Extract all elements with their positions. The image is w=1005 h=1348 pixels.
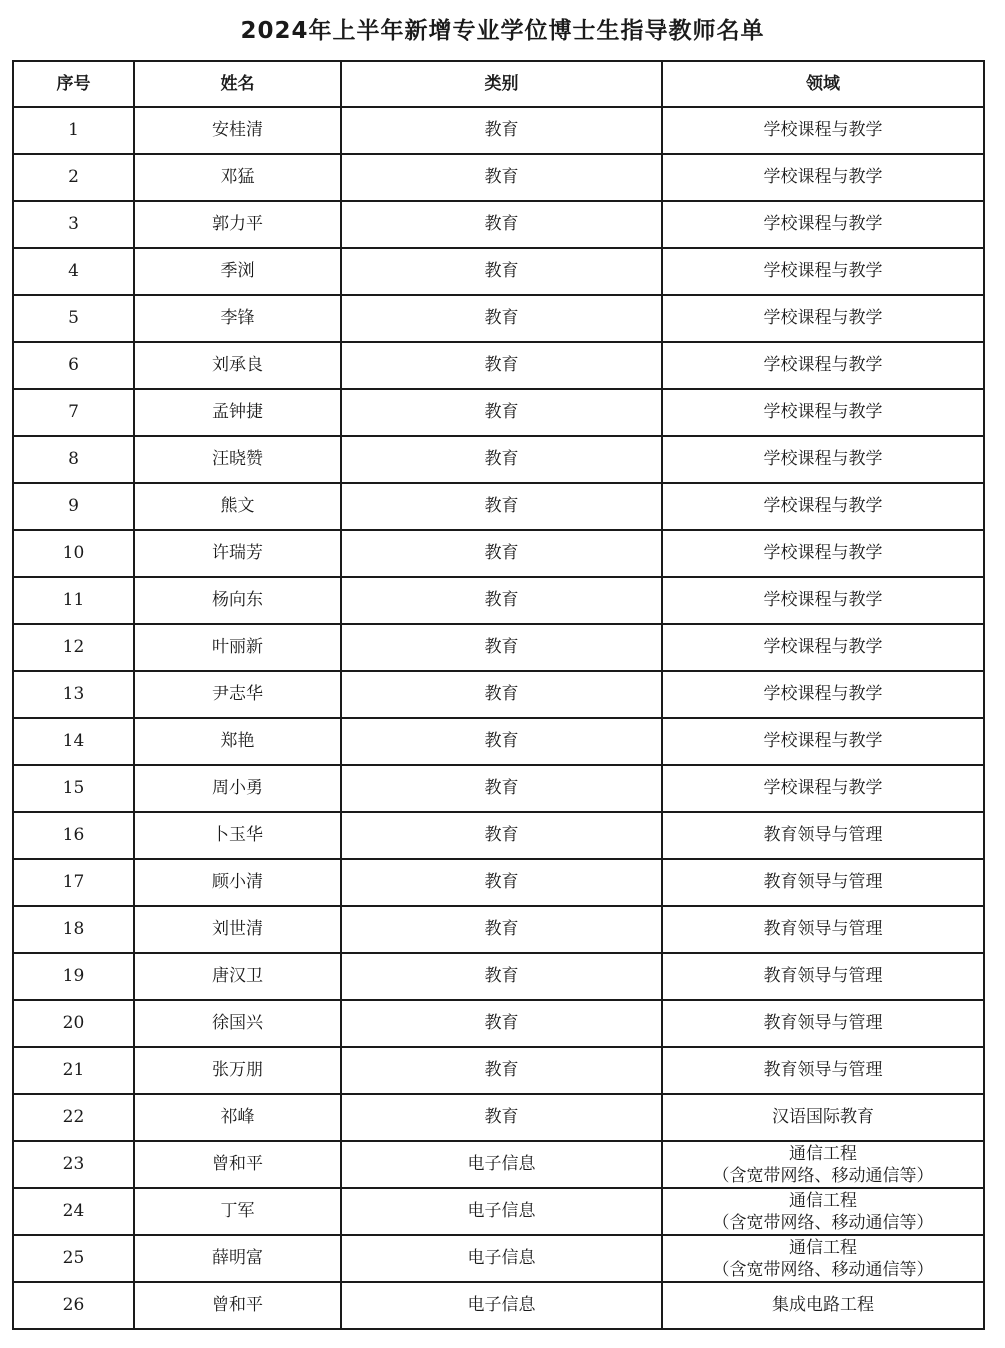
cell-category: 电子信息 — [341, 1188, 662, 1235]
cell-name: 周小勇 — [134, 765, 341, 812]
cell-name: 郑艳 — [134, 718, 341, 765]
cell-index: 21 — [13, 1047, 134, 1094]
cell-field: 教育领导与管理 — [662, 859, 984, 906]
cell-field: 学校课程与教学 — [662, 436, 984, 483]
cell-field: 学校课程与教学 — [662, 389, 984, 436]
cell-category: 教育 — [341, 107, 662, 154]
field-note: （含宽带网络、移动通信等） — [712, 1259, 934, 1280]
table-row — [13, 201, 984, 248]
table-row — [13, 1047, 984, 1094]
cell-index: 24 — [13, 1188, 134, 1235]
cell-field: 学校课程与教学 — [662, 107, 984, 154]
cell-category: 教育 — [341, 483, 662, 530]
cell-category: 教育 — [341, 859, 662, 906]
cell-index: 15 — [13, 765, 134, 812]
table-row — [13, 1094, 984, 1141]
cell-name: 丁军 — [134, 1188, 341, 1235]
cell-name: 卜玉华 — [134, 812, 341, 859]
cell-category: 教育 — [341, 765, 662, 812]
cell-index: 8 — [13, 436, 134, 483]
cell-field: 学校课程与教学 — [662, 530, 984, 577]
cell-name: 季浏 — [134, 248, 341, 295]
cell-name: 曾和平 — [134, 1141, 341, 1188]
field-main: 通信工程 — [789, 1143, 857, 1164]
cell-category: 教育 — [341, 201, 662, 248]
table-row — [13, 624, 984, 671]
cell-category: 教育 — [341, 671, 662, 718]
table-row — [13, 1188, 984, 1235]
cell-name: 尹志华 — [134, 671, 341, 718]
cell-index: 19 — [13, 953, 134, 1000]
cell-index: 3 — [13, 201, 134, 248]
cell-category: 教育 — [341, 624, 662, 671]
cell-name: 许瑞芳 — [134, 530, 341, 577]
table-row — [13, 342, 984, 389]
table-row — [13, 389, 984, 436]
table-row — [13, 530, 984, 577]
cell-field: 汉语国际教育 — [662, 1094, 984, 1141]
table-row — [13, 1282, 984, 1329]
cell-category: 电子信息 — [341, 1282, 662, 1329]
cell-field: 集成电路工程 — [662, 1282, 984, 1329]
cell-index: 17 — [13, 859, 134, 906]
table-row — [13, 906, 984, 953]
cell-category: 教育 — [341, 342, 662, 389]
cell-name: 祁峰 — [134, 1094, 341, 1141]
cell-category: 教育 — [341, 577, 662, 624]
cell-name: 曾和平 — [134, 1282, 341, 1329]
header-name: 姓名 — [134, 61, 341, 107]
cell-field: 教育领导与管理 — [662, 1047, 984, 1094]
table-row — [13, 1000, 984, 1047]
cell-name: 郭力平 — [134, 201, 341, 248]
cell-category: 教育 — [341, 295, 662, 342]
cell-name: 徐国兴 — [134, 1000, 341, 1047]
table-row — [13, 1235, 984, 1282]
cell-index: 20 — [13, 1000, 134, 1047]
cell-name: 唐汉卫 — [134, 953, 341, 1000]
field-note: （含宽带网络、移动通信等） — [712, 1165, 934, 1186]
cell-index: 7 — [13, 389, 134, 436]
cell-field: 教育领导与管理 — [662, 906, 984, 953]
cell-category: 电子信息 — [341, 1235, 662, 1282]
cell-field: 学校课程与教学 — [662, 483, 984, 530]
cell-category: 教育 — [341, 154, 662, 201]
cell-category: 教育 — [341, 906, 662, 953]
table-row — [13, 483, 984, 530]
table-row — [13, 953, 984, 1000]
cell-index: 13 — [13, 671, 134, 718]
cell-index: 12 — [13, 624, 134, 671]
field-note: （含宽带网络、移动通信等） — [712, 1212, 934, 1233]
cell-name: 安桂清 — [134, 107, 341, 154]
cell-name: 杨向东 — [134, 577, 341, 624]
cell-index: 26 — [13, 1282, 134, 1329]
cell-field: 学校课程与教学 — [662, 671, 984, 718]
cell-name: 薛明富 — [134, 1235, 341, 1282]
cell-index: 22 — [13, 1094, 134, 1141]
advisor-table — [12, 60, 985, 1330]
cell-name: 刘承良 — [134, 342, 341, 389]
table-row — [13, 859, 984, 906]
cell-index: 1 — [13, 107, 134, 154]
header-field: 领域 — [662, 61, 984, 107]
cell-index: 25 — [13, 1235, 134, 1282]
cell-name: 汪晓赞 — [134, 436, 341, 483]
cell-index: 11 — [13, 577, 134, 624]
cell-name: 熊文 — [134, 483, 341, 530]
cell-index: 2 — [13, 154, 134, 201]
cell-index: 16 — [13, 812, 134, 859]
cell-field: 学校课程与教学 — [662, 201, 984, 248]
cell-category: 教育 — [341, 718, 662, 765]
cell-category: 教育 — [341, 530, 662, 577]
cell-index: 23 — [13, 1141, 134, 1188]
cell-index: 10 — [13, 530, 134, 577]
cell-index: 14 — [13, 718, 134, 765]
table-row — [13, 295, 984, 342]
table-row — [13, 154, 984, 201]
cell-field — [662, 1141, 984, 1188]
table-row — [13, 671, 984, 718]
cell-name: 刘世清 — [134, 906, 341, 953]
table-row — [13, 577, 984, 624]
cell-name: 顾小清 — [134, 859, 341, 906]
cell-category: 教育 — [341, 389, 662, 436]
table-body — [13, 107, 984, 1329]
cell-category: 教育 — [341, 1047, 662, 1094]
table-header-row — [13, 61, 984, 107]
cell-category: 教育 — [341, 953, 662, 1000]
document-title: 2024年上半年新增专业学位博士生指导教师名单 — [240, 18, 765, 44]
cell-index: 6 — [13, 342, 134, 389]
cell-category: 教育 — [341, 1000, 662, 1047]
cell-category: 教育 — [341, 248, 662, 295]
table-row — [13, 248, 984, 295]
cell-name: 张万朋 — [134, 1047, 341, 1094]
field-main: 通信工程 — [789, 1190, 857, 1211]
cell-field — [662, 1235, 984, 1282]
cell-index: 18 — [13, 906, 134, 953]
cell-field — [662, 1188, 984, 1235]
field-main: 通信工程 — [789, 1237, 857, 1258]
cell-index: 9 — [13, 483, 134, 530]
cell-field: 教育领导与管理 — [662, 812, 984, 859]
cell-field: 学校课程与教学 — [662, 248, 984, 295]
cell-field: 学校课程与教学 — [662, 577, 984, 624]
cell-field: 学校课程与教学 — [662, 295, 984, 342]
cell-field: 教育领导与管理 — [662, 1000, 984, 1047]
cell-field: 学校课程与教学 — [662, 718, 984, 765]
cell-name: 叶丽新 — [134, 624, 341, 671]
cell-field: 学校课程与教学 — [662, 342, 984, 389]
cell-name: 李锋 — [134, 295, 341, 342]
cell-category: 教育 — [341, 1094, 662, 1141]
cell-category: 电子信息 — [341, 1141, 662, 1188]
table-row — [13, 718, 984, 765]
table-row — [13, 812, 984, 859]
cell-category: 教育 — [341, 436, 662, 483]
cell-name: 邓猛 — [134, 154, 341, 201]
cell-index: 5 — [13, 295, 134, 342]
cell-index: 4 — [13, 248, 134, 295]
cell-field: 教育领导与管理 — [662, 953, 984, 1000]
cell-field: 学校课程与教学 — [662, 765, 984, 812]
cell-field: 学校课程与教学 — [662, 154, 984, 201]
table-row — [13, 765, 984, 812]
header-category: 类别 — [341, 61, 662, 107]
cell-field: 学校课程与教学 — [662, 624, 984, 671]
cell-category: 教育 — [341, 812, 662, 859]
table-row — [13, 1141, 984, 1188]
header-index: 序号 — [13, 61, 134, 107]
table-row — [13, 107, 984, 154]
table-row — [13, 436, 984, 483]
cell-name: 孟钟捷 — [134, 389, 341, 436]
